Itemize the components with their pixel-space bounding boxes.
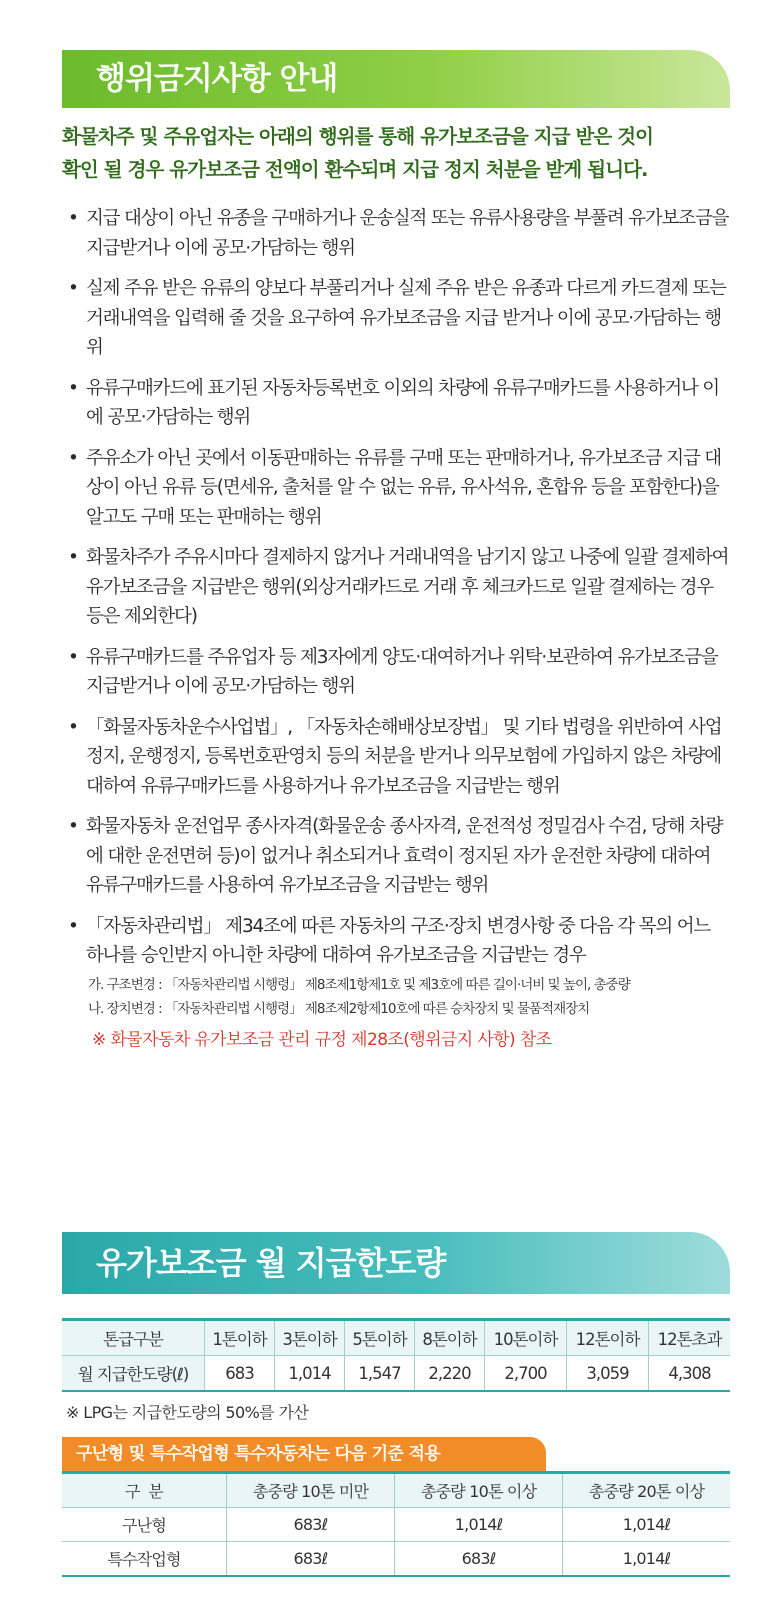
table-cell: 8톤이하 [415,1320,485,1356]
bullet-marker: • [68,646,78,668]
list-item [62,274,730,363]
section-title-prohibited-acts: 행위금지사항 안내 [62,50,730,108]
sub-item-structure-change: 가. 구조변경 : 「자동차관리법 시행령」 제8조제1항제1호 및 제3호에 따른 길이·너비 및 높이, 총중량 [88,976,630,993]
bullet-marker: • [68,208,78,229]
list-item-text: 유류구매카드를 주유업자 등 제3자에게 양도·대여하거나 위탁·보관하여 유가보조금을 지급받거나 이에 공모·가담하는 행위 [86,646,718,697]
sub-item-device-change: 나. 장치변경 : 「자동차관리법 시행령」 제8조제2항제10호에 따른 승차장치 및 물품적재장치 [88,1000,590,1017]
table-cell: 683ℓ [227,1542,395,1577]
list-item [62,444,730,533]
intro-line-1: 화물차주 및 주유업자는 아래의 행위를 통해 유가보조금을 지급 받은 것이 [62,125,654,148]
special-vehicle-title: 구난형 및 특수작업형 특수자동차는 다음 기준 적용 [62,1437,546,1471]
table-cell: 1,014ℓ [563,1542,730,1577]
intro-line-2: 확인 될 경우 유가보조금 전액이 환수되며 지급 정지 처분을 받게 됩니다. [62,158,648,181]
list-item [62,543,730,632]
bullet-marker: • [68,447,78,469]
table-cell: 총중량 10톤 이상 [395,1473,563,1508]
section-title-monthly-limit: 유가보조금 월 지급한도량 [62,1232,730,1294]
table-cell: 12톤초과 [649,1320,730,1356]
table-cell: 683ℓ [227,1508,395,1542]
list-item [62,713,730,802]
bullet-marker: • [68,278,78,299]
table-header-row [62,1473,730,1508]
table-cell: 2,700 [485,1356,567,1392]
table-cell: 1,014 [275,1356,345,1392]
list-item-text: 실제 주유 받은 유류의 양보다 부풀리거나 실제 주유 받은 유종과 다르게 카드결제 또는 거래내역을 입력해 줄 것을 요구하여 유가보조금을 지급 받거나 이에 공모·가담하는 행위 [86,278,726,358]
table-cell: 톤급구분 [62,1320,205,1356]
bullet-marker: • [68,816,78,837]
table-cell: 총중량 10톤 미만 [227,1473,395,1508]
list-item-text: 지급 대상이 아닌 유종을 구매하거나 운송실적 또는 유류사용량을 부풀려 유가보조금을 지급받거나 이에 공모·가담하는 행위 [86,208,729,259]
table-cell: 1,014ℓ [395,1508,563,1542]
list-item [62,812,730,901]
list-item [62,912,730,971]
special-vehicle-table [62,1471,730,1577]
list-item [62,204,730,263]
table-cell: 월 지급한도량(ℓ) [62,1356,205,1392]
bullet-marker: • [68,716,78,738]
bullet-marker: • [68,915,78,937]
table-cell: 1,014ℓ [563,1508,730,1542]
table-row [62,1356,730,1392]
bullet-marker: • [68,547,78,568]
table-cell: 1,547 [345,1356,415,1392]
list-item [62,643,730,702]
table-cell: 1톤이하 [205,1320,275,1356]
table-cell: 683ℓ [395,1542,563,1577]
table-cell: 3,059 [567,1356,649,1392]
list-item-text: 화물차주가 주유시마다 결제하지 않거나 거래내역을 남기지 않고 나중에 일괄 결제하여 유가보조금을 지급받은 행위(외상거래카드로 거래 후 체크카드로 일괄 결제하는 경우 등은 제외한다) [86,547,729,627]
lpg-note: ※ LPG는 지급한도량의 50%를 가산 [66,1403,309,1422]
table-cell: 683 [205,1356,275,1392]
table-cell: 구 분 [62,1473,227,1508]
table-row [62,1542,730,1577]
list-item-text: 「화물자동차운수사업법」, 「자동차손해배상보장법」 및 기타 법령을 위반하여 사업정지, 운행정지, 등록번호판영치 등의 처분을 받거나 의무보험에 가입하지 않은 차량에 대하여 유류구매카드를 사용하거나 유가보조금을 지급받는 행위 [86,716,722,797]
table-row [62,1508,730,1542]
table-cell: 총중량 20톤 이상 [563,1473,730,1508]
table-cell: 10톤이하 [485,1320,567,1356]
table-cell: 5톤이하 [345,1320,415,1356]
list-item-text: 화물자동차 운전업무 종사자격(화물운송 종사자격, 운전적성 정밀검사 수검, 당해 차량에 대한 운전면허 등)이 없거나 취소되거나 효력이 정지된 자가 운전한 차량에 대하여 유류구매카드를 사용하여 유가보조금을 지급받는 행위 [86,816,723,896]
table-cell: 4,308 [649,1356,730,1392]
prohibited-acts-list [62,204,730,1053]
bullet-marker: • [68,377,78,399]
list-item [62,374,730,433]
table-cell: 2,220 [415,1356,485,1392]
table-cell: 특수작업형 [62,1542,227,1577]
regulation-reference-note: ※ 화물자동차 유가보조금 관리 규정 제28조(행위금지 사항) 참조 [92,1029,552,1050]
list-item-text: 「자동차관리법」 제34조에 따른 자동차의 구조·장치 변경사항 중 다음 각 목의 어느 하나를 승인받지 아니한 차량에 대하여 유가보조금을 지급받는 경우 [86,915,711,966]
table-cell: 12톤이하 [567,1320,649,1356]
intro-text [62,120,732,186]
table-cell: 3톤이하 [275,1320,345,1356]
list-item-text: 주유소가 아닌 곳에서 이동판매하는 유류를 구매 또는 판매하거나, 유가보조금 지급 대상이 아닌 유류 등(면세유, 출처를 알 수 없는 유류, 유사석유, 혼합유 등을 포함한다)을 알고도 구매 또는 판매하는 행위 [86,447,721,528]
table-header-row [62,1320,730,1356]
monthly-limit-table [62,1318,730,1392]
table-cell: 구난형 [62,1508,227,1542]
list-item-text: 유류구매카드에 표기된 자동차등록번호 이외의 차량에 유류구매카드를 사용하거나 이에 공모·가담하는 행위 [86,377,719,428]
